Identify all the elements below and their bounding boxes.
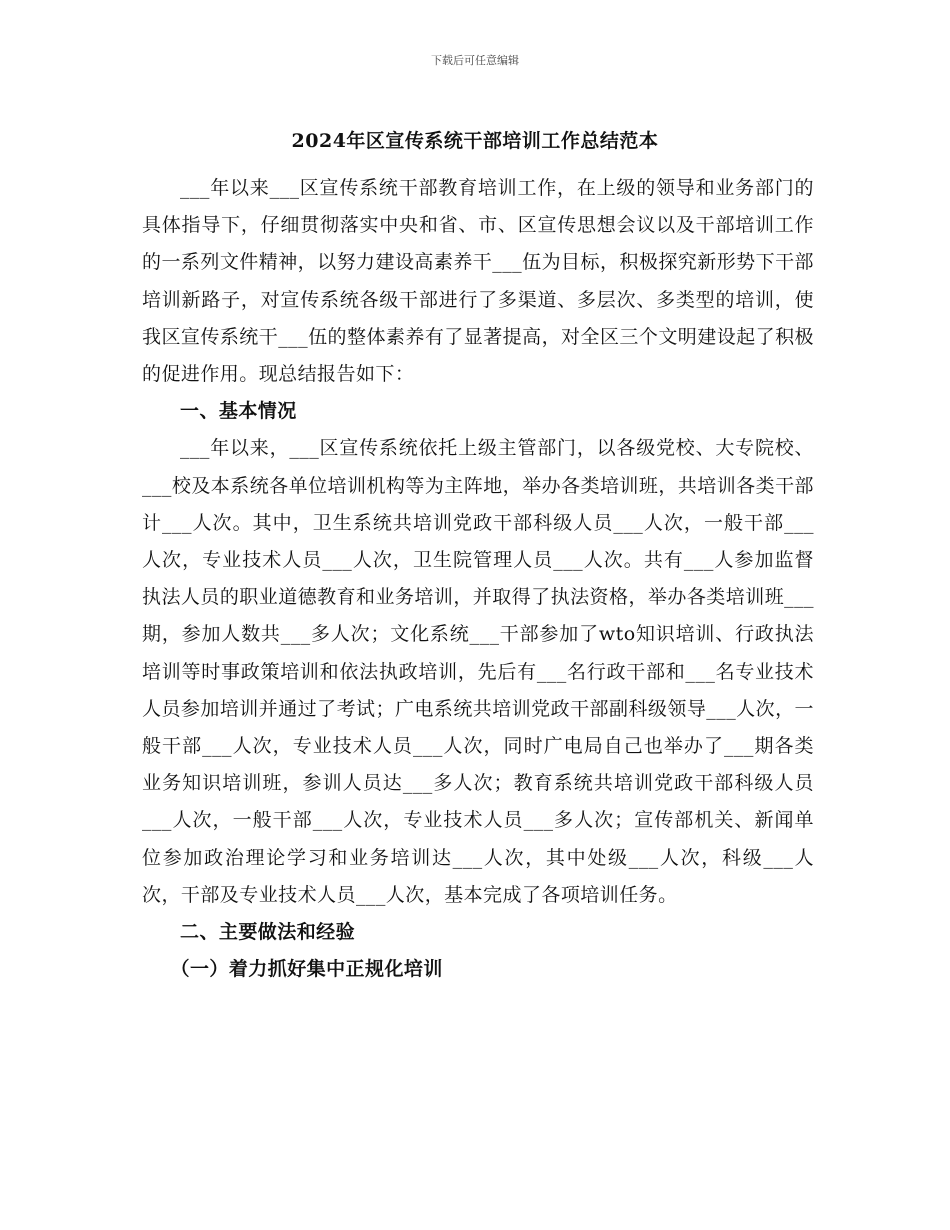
section-1-paragraph: ___年以来，___区宣传系统依托上级主管部门，以各级党校、大专院校、___校及本系统各单位培训机构等为主阵地，举办各类培训班，共培训各类干部计___人次。其中，卫生系统共培训党政干部科级人员___人次，一般干部___人次，专业技术人员___人次，卫生院管理人员___人次。共有___人参加监督执法人员的职业道德教育和业务培训，并取得了执法资格，举办各类培训班___期，参加人数共___多人次；文化系统___干部参加了wto知识培训、行政执法培训等时事政策培训和依法执政培训，先后有___名行政干部和___名专业技术人员参加培训并通过了考试；广电系统共培训党政干部副科级领导___人次，一般干部___人次，专业技术人员___人次，同时广电局自己也举办了___期各类业务知识培训班，参训人员达___多人次；教育系统共培训党政干部科级人员___人次，一般干部___人次，专业技术人员___多人次；宣传部机关、新闻单位参加政治理论学习和业务培训达___人次，其中处级___人次，科级___人次，干部及专业技术人员___人次，基本完成了各项培训任务。 xyxy=(142,437,814,906)
section-2-heading: 二、主要做法和经验 xyxy=(180,921,356,944)
page-header-note: 下载后可任意编辑 xyxy=(431,54,519,67)
document-body xyxy=(142,170,814,988)
section-2-subheading-1: （一）着力抓好集中正规化培训 xyxy=(170,958,443,981)
section-1-heading: 一、基本情况 xyxy=(180,400,297,423)
intro-paragraph: ___年以来___区宣传系统干部教育培训工作，在上级的领导和业务部门的具体指导下，仔细贯彻落实中央和省、市、区宣传思想会议以及干部培训工作的一系列文件精神，以努力建设高素养干___伍为目标，积极探究新形势下干部培训新路子，对宣传系统各级干部进行了多渠道、多层次、多类型的培训，使我区宣传系统干___伍的整体素养有了显著提高，对全区三个文明建设起了积极的促进作用。现总结报告如下： xyxy=(142,177,814,386)
document-title: 2024年区宣传系统干部培训工作总结范本 xyxy=(291,130,659,152)
